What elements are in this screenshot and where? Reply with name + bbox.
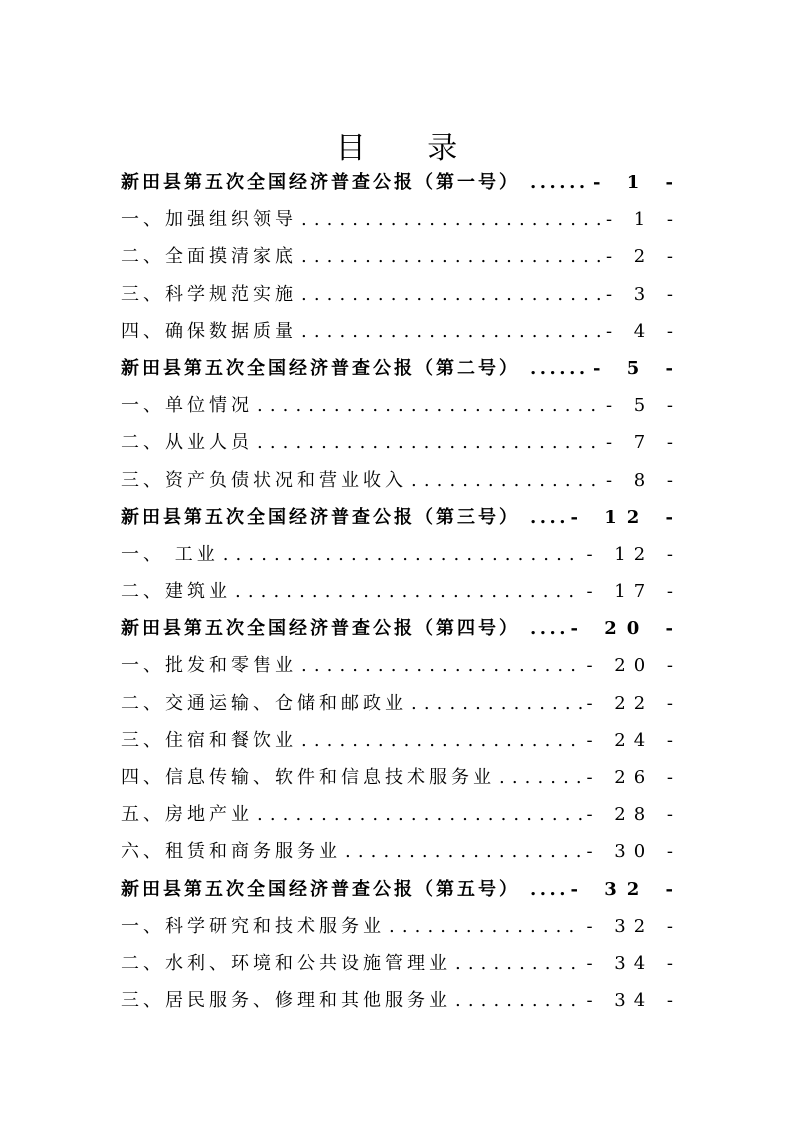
toc-entry-title: 一、单位情况 [121, 395, 253, 417]
toc-page-number: - 20 - [586, 655, 681, 677]
toc-entry[interactable] [121, 201, 681, 238]
toc-page-number: - 32 - [570, 878, 683, 900]
toc-entry[interactable] [121, 276, 681, 313]
toc-page-number: - 32 - [586, 915, 681, 937]
toc-page-number: - 7 - [605, 432, 681, 454]
toc-entry[interactable] [121, 238, 681, 275]
toc-entry-title: 新田县第五次全国经济普查公报（第一号） [121, 172, 520, 193]
toc-leader-dots [223, 536, 583, 573]
toc-leader-dots [455, 982, 582, 1019]
toc-section-heading[interactable] [121, 164, 683, 201]
toc-entry-title: 新田县第五次全国经济普查公报（第三号） [121, 506, 520, 528]
toc-page-number: - 12 - [570, 506, 683, 528]
toc-entry[interactable] [121, 759, 681, 796]
toc-leader-dots [530, 499, 566, 536]
toc-entry-title: 三、科学规范实施 [121, 283, 297, 305]
toc-entry[interactable] [121, 685, 681, 722]
toc-leader-dots [301, 722, 582, 759]
toc-section-heading[interactable] [121, 350, 683, 387]
toc-section-heading[interactable] [121, 871, 683, 908]
toc-page-number: - 4 - [605, 320, 681, 342]
toc-leader-dots [499, 759, 582, 796]
toc-entry-title: 二、从业人员 [121, 432, 253, 454]
toc-entry[interactable] [121, 313, 681, 350]
toc-leader-dots [301, 313, 602, 350]
toc-leader-dots [301, 238, 602, 275]
toc-section-heading[interactable] [121, 610, 683, 647]
toc-page-number: - 17 - [586, 581, 681, 603]
toc-leader-dots [411, 462, 602, 499]
toc-page-number: - 34 - [586, 952, 681, 974]
toc-leader-dots [530, 871, 566, 908]
toc-leader-dots [257, 796, 582, 833]
toc-leader-dots [411, 685, 582, 722]
toc-entry-title: 一、批发和零售业 [121, 655, 297, 677]
toc-page-number: - 5 - [605, 395, 681, 417]
toc-entry-title: 一、科学研究和技术服务业 [121, 915, 385, 937]
toc-page-number: - 26 - [586, 767, 681, 788]
toc-page-number: - 3 - [605, 283, 681, 305]
toc-entry[interactable] [121, 908, 681, 945]
toc-entry-title: 新田县第五次全国经济普查公报（第四号） [121, 618, 520, 640]
toc-entry[interactable] [121, 945, 681, 982]
toc-entry[interactable] [121, 387, 681, 424]
toc-page-number: - 28 - [586, 804, 681, 826]
toc-entry-title: 一、加强组织领导 [121, 209, 297, 231]
toc-page-number: - 34 - [586, 990, 681, 1012]
toc-entry-title: 四、确保数据质量 [121, 320, 297, 342]
toc-page-number: - 5 - [593, 357, 683, 379]
toc-entry-title: 二、建筑业 [121, 581, 231, 603]
toc-entry-title: 新田县第五次全国经济普查公报（第二号） [121, 357, 520, 379]
toc-page-number: - 8 - [605, 469, 681, 491]
toc-entry-title: 三、居民服务、修理和其他服务业 [121, 990, 451, 1012]
toc-page-number: - 1 - [605, 209, 681, 231]
toc-entry[interactable] [121, 796, 681, 833]
toc-entry-title: 四、信息传输、软件和信息技术服务业 [121, 767, 495, 788]
toc-page-number: - 20 - [570, 618, 683, 640]
toc-leader-dots [235, 573, 582, 610]
toc-page-number: - 24 - [586, 729, 681, 751]
toc-entry-title: 二、水利、环境和公共设施管理业 [121, 952, 451, 974]
toc-entry[interactable] [121, 536, 681, 573]
toc-leader-dots [301, 276, 602, 313]
toc-entry[interactable] [121, 833, 681, 870]
toc-leader-dots [530, 350, 589, 387]
toc-section-heading[interactable] [121, 499, 683, 536]
toc-leader-dots [257, 387, 602, 424]
toc-entry-title: 六、租赁和商务服务业 [121, 841, 341, 863]
toc-page-number: - 30 - [586, 841, 681, 863]
toc-entry-title: 一、 工业 [121, 543, 219, 565]
toc-entry-title: 二、全面摸清家底 [121, 246, 297, 268]
toc-leader-dots [530, 610, 566, 647]
toc-entry[interactable] [121, 573, 681, 610]
toc-entry[interactable] [121, 647, 681, 684]
toc-leader-dots [455, 945, 582, 982]
toc-entry[interactable] [121, 722, 681, 759]
table-of-contents [121, 164, 683, 1019]
toc-leader-dots [301, 647, 582, 684]
toc-leader-dots [345, 833, 582, 870]
page-title: 目 录 [335, 131, 484, 167]
toc-page-number: - 2 - [605, 246, 681, 268]
toc-entry[interactable] [121, 982, 681, 1019]
toc-entry[interactable] [121, 424, 681, 461]
toc-entry[interactable] [121, 462, 681, 499]
toc-entry-title: 二、交通运输、仓储和邮政业 [121, 692, 407, 714]
toc-page-number: - 1 - [593, 172, 683, 193]
toc-page-number: - 12 - [586, 543, 681, 565]
toc-entry-title: 五、房地产业 [121, 804, 253, 826]
toc-leader-dots [530, 164, 589, 201]
toc-page-number: - 22 - [586, 692, 681, 714]
toc-leader-dots [257, 424, 602, 461]
toc-entry-title: 三、资产负债状况和营业收入 [121, 469, 407, 491]
toc-leader-dots [389, 908, 582, 945]
toc-entry-title: 新田县第五次全国经济普查公报（第五号） [121, 878, 520, 900]
toc-leader-dots [301, 201, 602, 238]
toc-entry-title: 三、住宿和餐饮业 [121, 729, 297, 751]
